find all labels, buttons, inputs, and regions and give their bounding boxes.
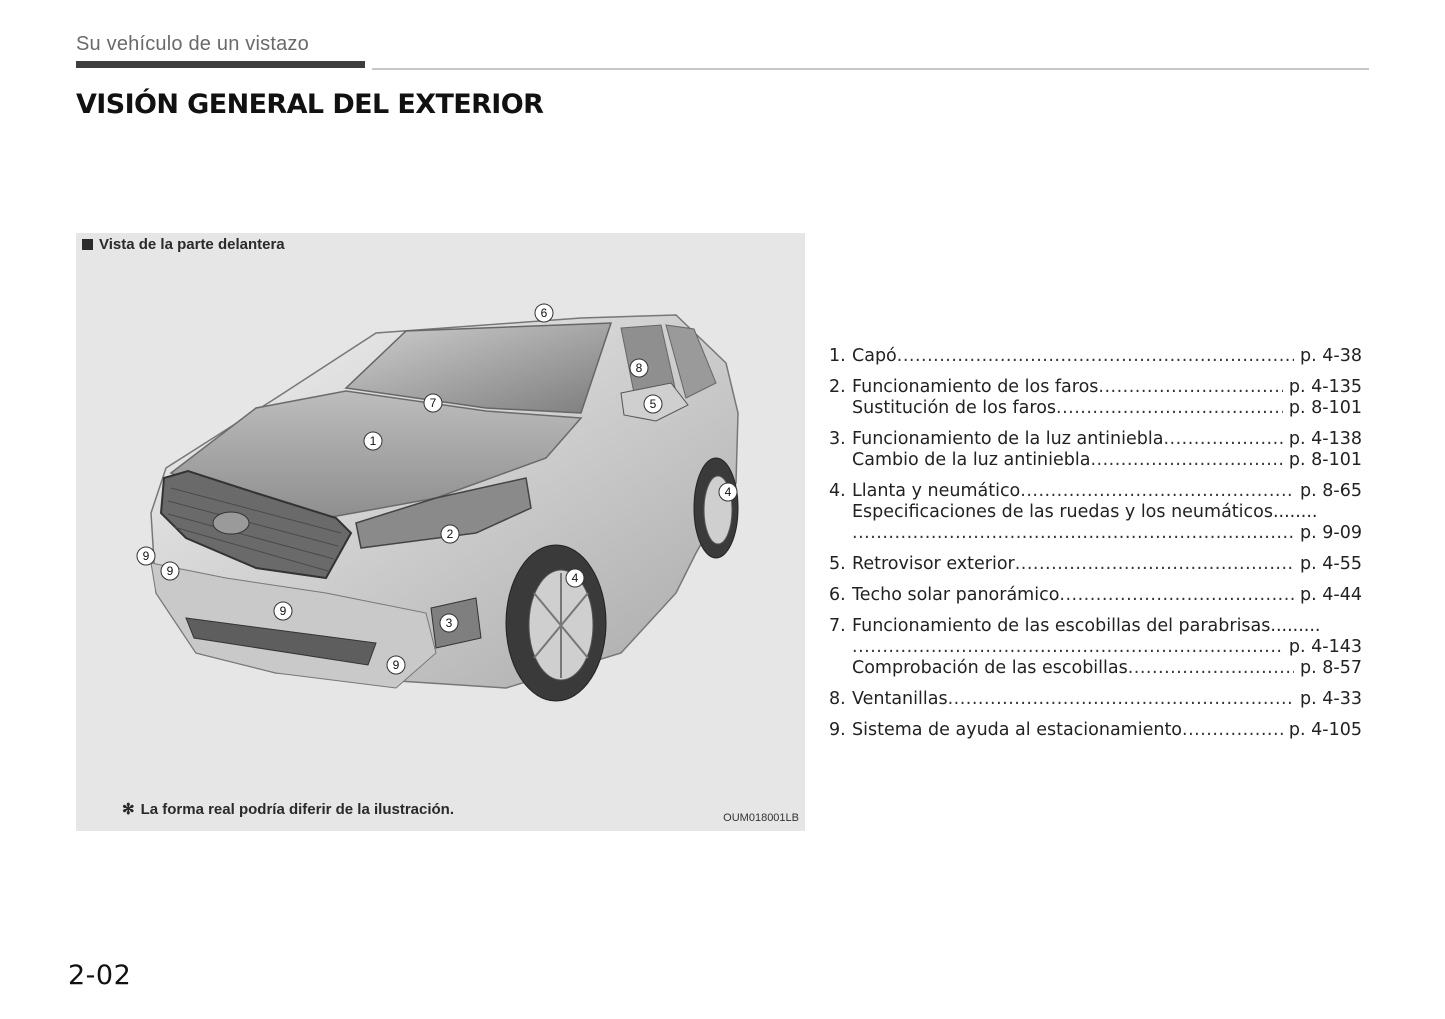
dot-leader	[897, 346, 1294, 367]
svg-text:9: 9	[392, 658, 400, 672]
page-reference: p. 4-138	[1288, 429, 1362, 449]
svg-text:9: 9	[166, 564, 174, 578]
page-reference: p. 9-09	[1300, 523, 1362, 543]
callout-4b	[719, 483, 737, 501]
page-reference: p. 4-135	[1288, 377, 1362, 397]
item-number: 4.	[829, 481, 846, 501]
page-reference: p. 4-38	[1300, 346, 1362, 366]
item-number: 2.	[829, 377, 846, 397]
dot-leader	[1015, 554, 1294, 575]
dot-leader	[1098, 377, 1283, 398]
svg-text:4: 4	[724, 485, 732, 499]
page-number: 2-02	[68, 960, 132, 991]
item-label: Comprobación de las escobillas	[852, 658, 1128, 678]
dot-leader	[1090, 450, 1282, 471]
list-line	[829, 377, 1362, 398]
page-title: VISIÓN GENERAL DEL EXTERIOR	[76, 89, 544, 120]
car-front-illustration	[76, 233, 805, 831]
item-number: 6.	[829, 585, 846, 605]
item-label: Funcionamiento de la luz antiniebla	[852, 429, 1164, 449]
dot-leader	[852, 637, 1283, 658]
callout-8	[630, 359, 648, 377]
callout-9d	[387, 656, 405, 674]
figure-caption	[82, 236, 285, 253]
list-line	[829, 346, 1362, 367]
dot-leader	[1128, 658, 1294, 679]
asterisk-icon: ✻	[122, 801, 135, 818]
item-number: 9.	[829, 720, 846, 740]
item-label: Sistema de ayuda al estacionamiento	[852, 720, 1183, 740]
item-number: 1.	[829, 346, 846, 366]
item-label: Techo solar panorámico	[852, 585, 1060, 605]
list-item	[829, 554, 1362, 575]
list-line	[829, 720, 1362, 741]
item-label: Llanta y neumático	[852, 481, 1021, 501]
car-illustration-figure	[76, 233, 805, 831]
callout-9a	[137, 547, 155, 565]
figure-note-text: La forma real podría diferir de la ilustración.	[140, 800, 454, 818]
svg-text:1: 1	[369, 434, 377, 448]
page-reference: p. 4-44	[1300, 585, 1362, 605]
dot-leader	[1020, 481, 1294, 502]
svg-text:8: 8	[635, 361, 643, 375]
list-item	[829, 346, 1362, 367]
item-number: 5.	[829, 554, 846, 574]
item-label: Cambio de la luz antiniebla	[852, 450, 1091, 470]
dot-leader	[852, 523, 1294, 544]
page-reference: p. 4-33	[1300, 689, 1362, 709]
dot-leader	[1163, 429, 1282, 450]
svg-text:5: 5	[649, 397, 657, 411]
svg-text:9: 9	[142, 549, 150, 563]
callout-2	[441, 525, 459, 543]
item-number: 3.	[829, 429, 846, 449]
page-reference: p. 4-105	[1288, 720, 1362, 740]
list-item	[829, 616, 1362, 679]
header-bar-dark	[76, 61, 365, 68]
list-line	[829, 523, 1362, 544]
page-reference: p. 8-101	[1288, 450, 1362, 470]
page-reference: p. 8-57	[1300, 658, 1362, 678]
list-line	[829, 502, 1362, 523]
figure-note	[122, 800, 454, 818]
list-line	[829, 481, 1362, 502]
list-item	[829, 377, 1362, 419]
list-item	[829, 481, 1362, 544]
page-reference: p. 4-55	[1300, 554, 1362, 574]
callout-6	[535, 304, 553, 322]
parts-list	[829, 346, 1362, 751]
item-label: Capó	[852, 346, 897, 366]
svg-text:9: 9	[279, 604, 287, 618]
item-label: Ventanillas	[852, 689, 948, 709]
list-line	[829, 585, 1362, 606]
figure-caption-text: Vista de la parte delantera	[99, 236, 285, 253]
list-line	[829, 450, 1362, 471]
list-item	[829, 585, 1362, 606]
list-line	[829, 398, 1362, 419]
section-title: Su vehículo de un vistazo	[76, 33, 309, 55]
callout-9b	[161, 562, 179, 580]
item-label: Retrovisor exterior	[852, 554, 1015, 574]
list-item	[829, 689, 1362, 710]
callout-7	[424, 394, 442, 412]
item-number: 8.	[829, 689, 846, 709]
svg-text:7: 7	[429, 396, 437, 410]
item-label: Funcionamiento de las escobillas del parabrisas.........	[852, 616, 1321, 636]
callout-5	[644, 395, 662, 413]
svg-text:6: 6	[540, 306, 548, 320]
list-line	[829, 658, 1362, 679]
callout-3	[440, 614, 458, 632]
list-line	[829, 616, 1362, 637]
list-line	[829, 689, 1362, 710]
dot-leader	[948, 689, 1294, 710]
page-reference: p. 8-65	[1300, 481, 1362, 501]
svg-text:3: 3	[445, 616, 453, 630]
page-reference: p. 8-101	[1288, 398, 1362, 418]
list-line	[829, 429, 1362, 450]
dot-leader	[1059, 585, 1294, 606]
callout-9c	[274, 602, 292, 620]
page-reference: p. 4-143	[1288, 637, 1362, 657]
item-label: Funcionamiento de los faros	[852, 377, 1099, 397]
square-bullet-icon	[82, 239, 93, 250]
list-line	[829, 554, 1362, 575]
dot-leader	[1182, 720, 1283, 741]
list-item	[829, 429, 1362, 471]
svg-text:2: 2	[446, 527, 454, 541]
figure-code: OUM018001LB	[723, 812, 799, 824]
item-label: Especificaciones de las ruedas y los neumáticos........	[852, 502, 1318, 522]
svg-text:4: 4	[571, 571, 579, 585]
list-line	[829, 637, 1362, 658]
dot-leader	[1056, 398, 1283, 419]
callout-4a	[566, 569, 584, 587]
header-rule	[372, 68, 1369, 70]
item-number: 7.	[829, 616, 846, 636]
list-item	[829, 720, 1362, 741]
item-label: Sustitución de los faros	[852, 398, 1057, 418]
callout-1	[364, 432, 382, 450]
